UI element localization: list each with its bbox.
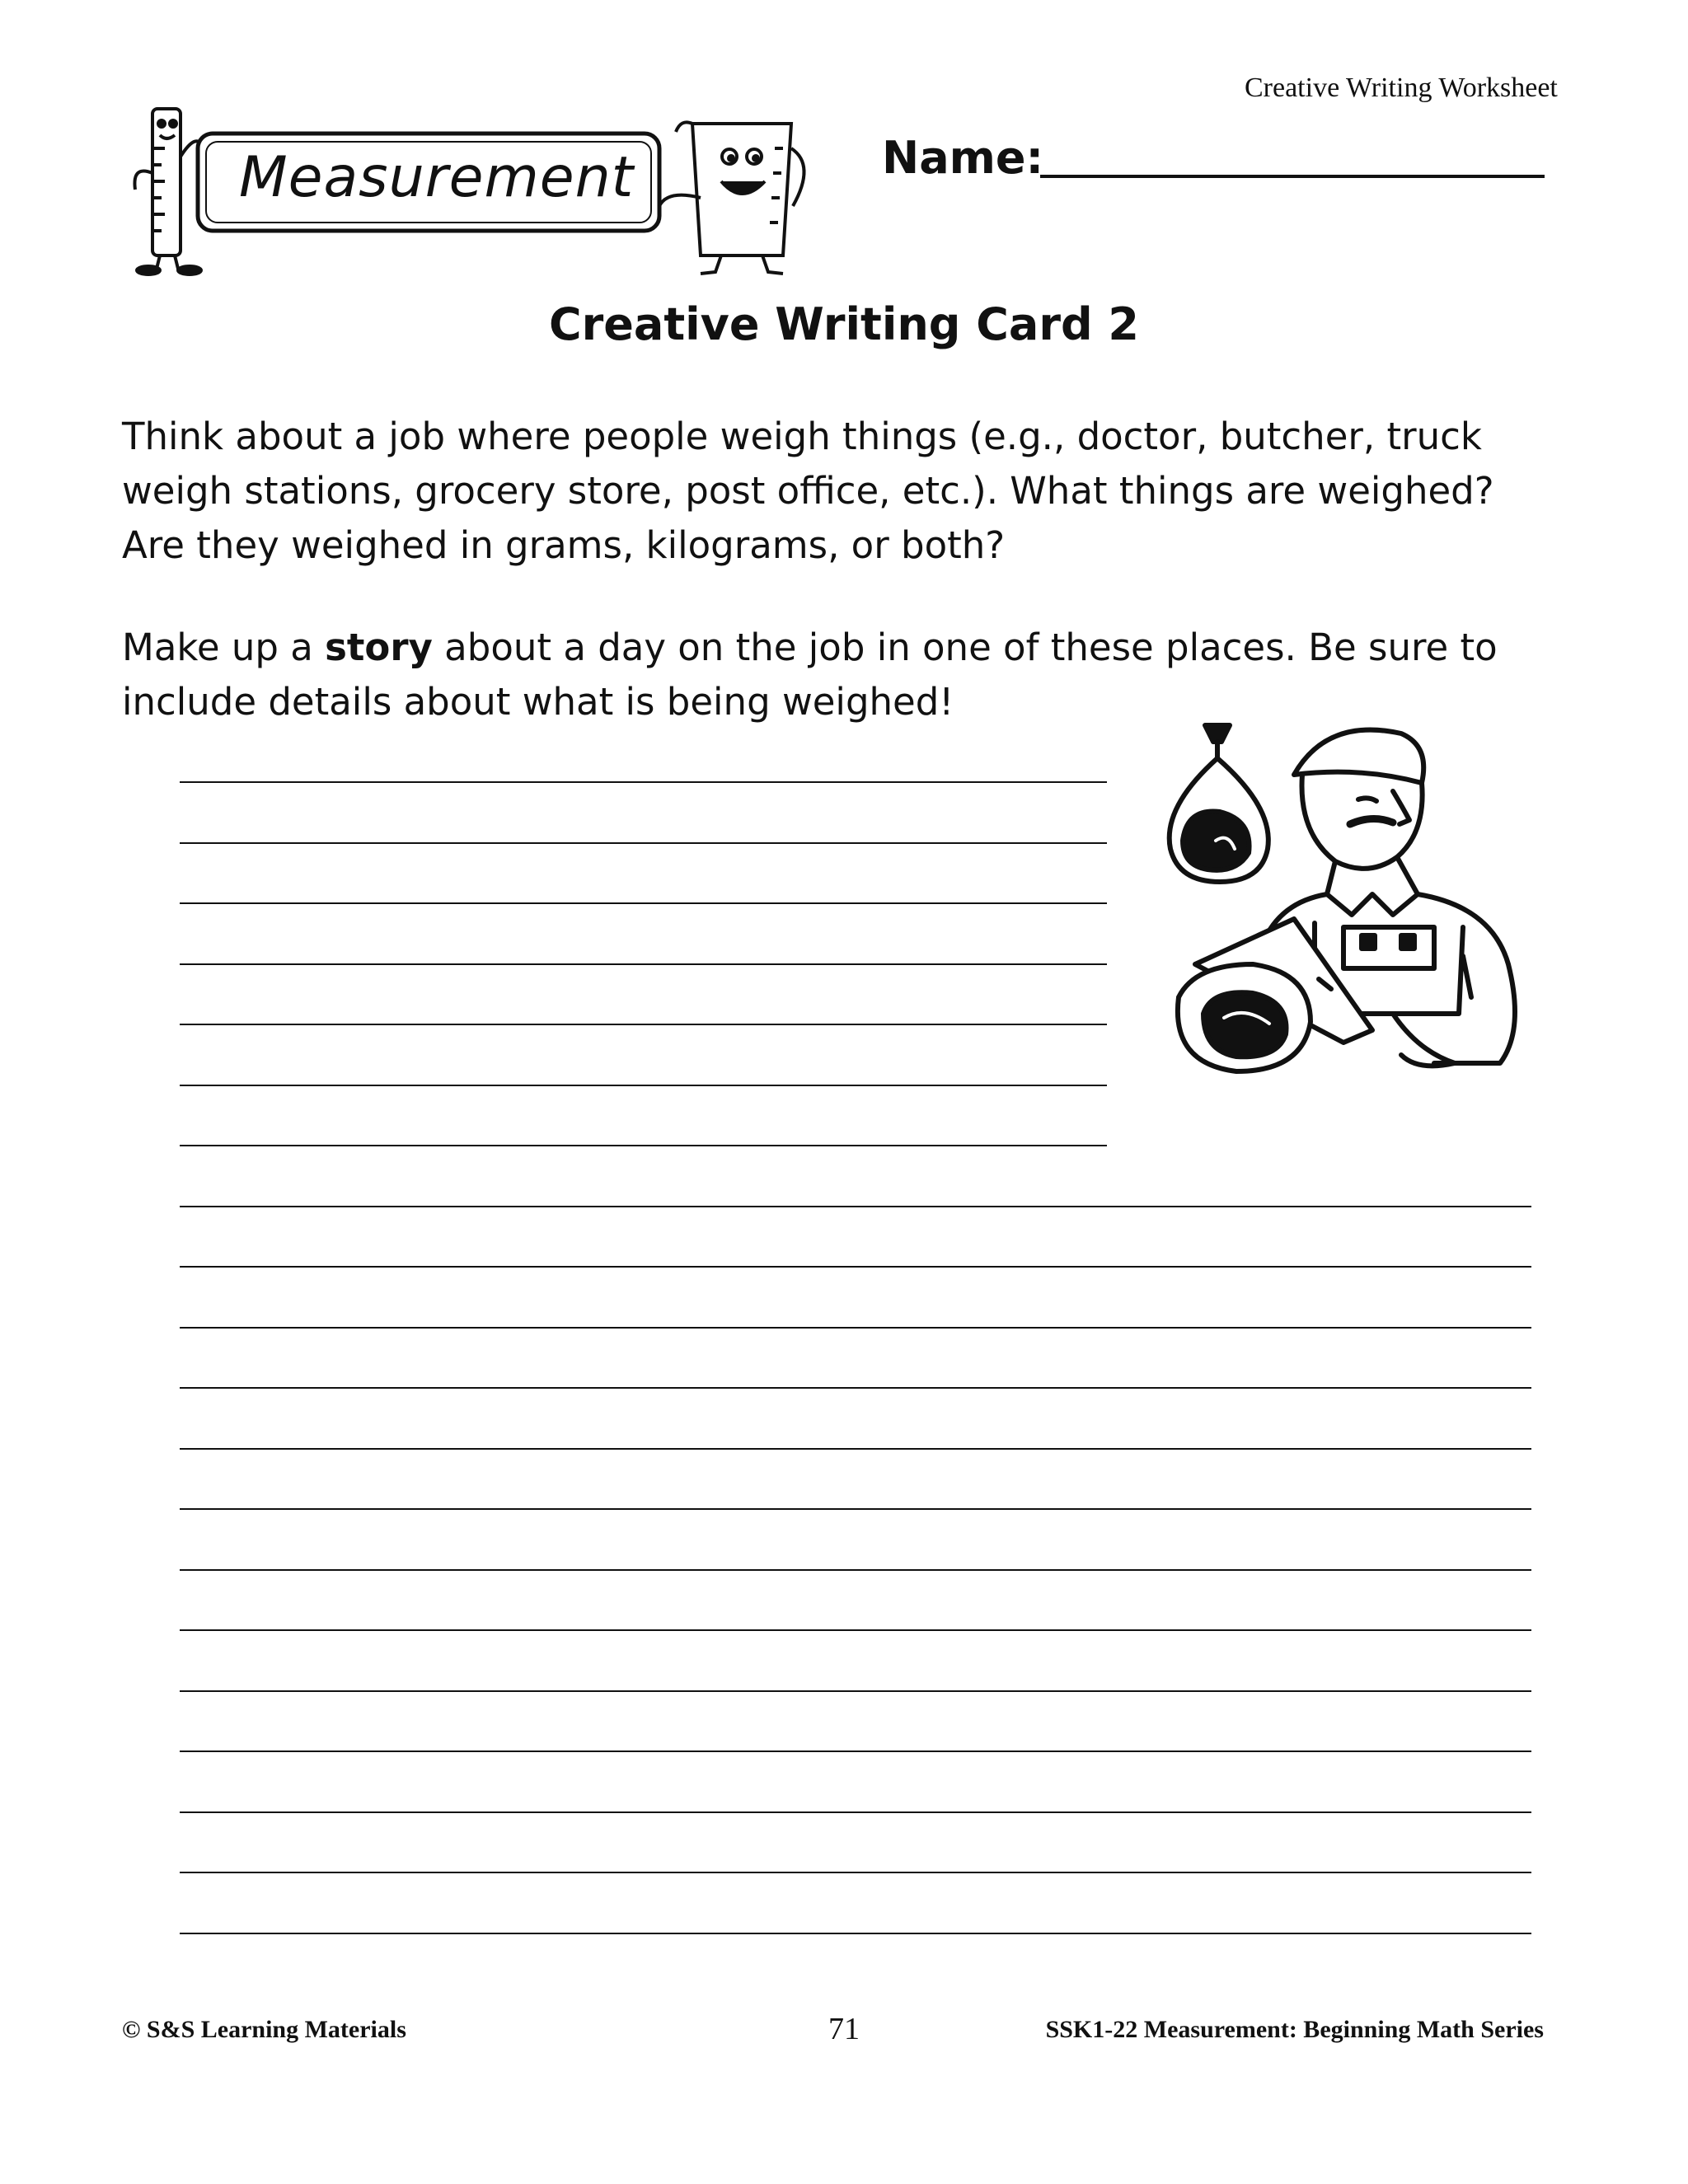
long-writing-line[interactable] xyxy=(180,1811,1531,1813)
prompt-text-before: Make up a xyxy=(122,626,326,669)
meat-bag-icon xyxy=(1170,725,1268,882)
banner-title: Measurement xyxy=(239,145,635,210)
butcher-illustration xyxy=(1146,717,1558,1096)
prompt-paragraph-1: Think about a job where people weigh things (e.g., doctor, butcher, truck weigh stations, grocery store, post office, etc.). What things are weighed? Are they weighed in grams, kilograms, or both? xyxy=(122,415,1494,567)
short-writing-line[interactable] xyxy=(180,963,1107,965)
long-writing-line[interactable] xyxy=(180,1629,1531,1631)
long-writing-line[interactable] xyxy=(180,1387,1531,1389)
card-title: Creative Writing Card 2 xyxy=(549,298,1139,350)
ruler-character-icon xyxy=(134,109,203,274)
long-writing-line[interactable] xyxy=(180,1206,1531,1207)
measuring-cup-character-icon xyxy=(659,122,804,274)
short-writing-line[interactable] xyxy=(180,842,1107,844)
story-emphasis: story xyxy=(325,626,433,669)
name-input-line[interactable] xyxy=(1040,175,1545,178)
series-footer: SSK1-22 Measurement: Beginning Math Series xyxy=(1045,2016,1544,2043)
long-writing-line[interactable] xyxy=(180,1690,1531,1692)
short-writing-line[interactable] xyxy=(180,1145,1107,1146)
long-writing-line[interactable] xyxy=(180,1750,1531,1752)
long-writing-line[interactable] xyxy=(180,1569,1531,1571)
long-writing-line[interactable] xyxy=(180,1933,1531,1934)
short-writing-line[interactable] xyxy=(180,1024,1107,1025)
long-writing-line[interactable] xyxy=(180,1327,1531,1329)
long-writing-line[interactable] xyxy=(180,1872,1531,1873)
long-writing-line[interactable] xyxy=(180,1266,1531,1268)
prompt-paragraph-2 xyxy=(122,621,1556,729)
short-writing-line[interactable] xyxy=(180,781,1107,783)
short-writing-line[interactable] xyxy=(180,1085,1107,1086)
page-number: 71 xyxy=(828,2012,860,2046)
name-label: Name: xyxy=(882,132,1044,184)
long-writing-line[interactable] xyxy=(180,1508,1531,1510)
prompt-text-after: about a day on the job in one of these places. Be sure to include details about what is being weighed! xyxy=(122,626,1498,724)
worksheet-type-label: Creative Writing Worksheet xyxy=(1245,73,1558,103)
long-writing-line[interactable] xyxy=(180,1448,1531,1450)
copyright-footer: © S&S Learning Materials xyxy=(122,2016,406,2043)
short-writing-line[interactable] xyxy=(180,902,1107,904)
